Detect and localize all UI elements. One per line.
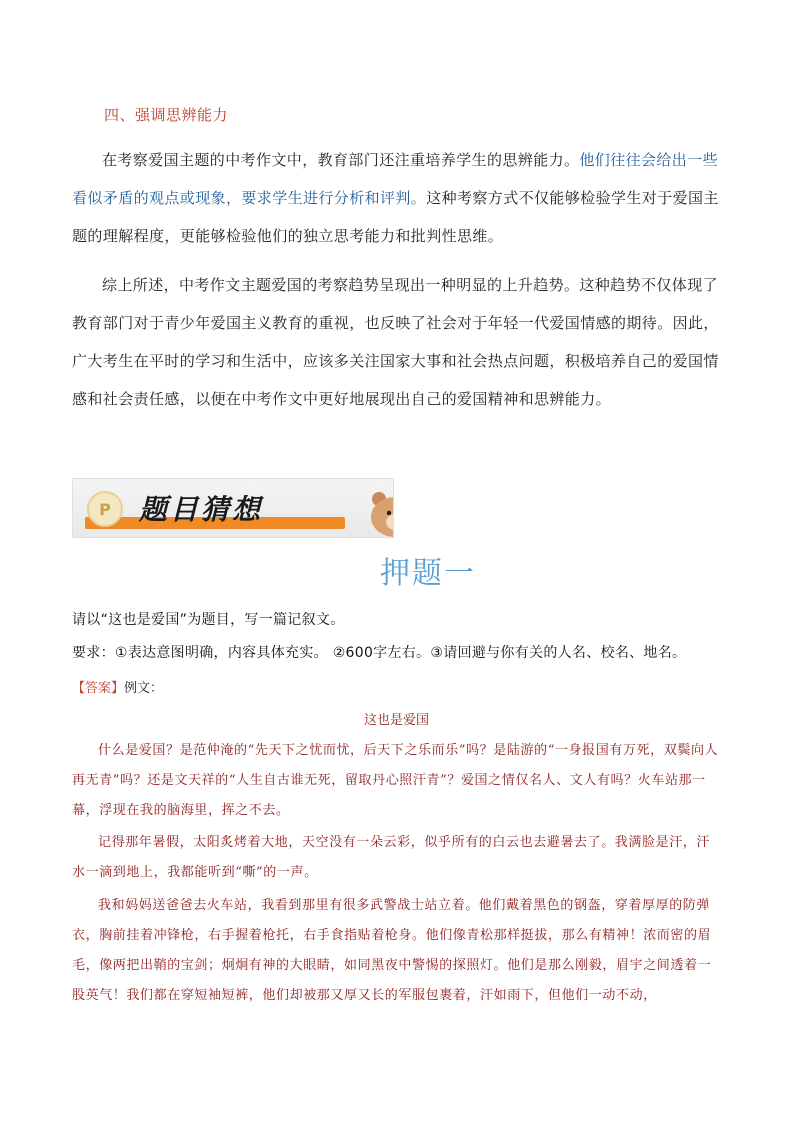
answer-tag: 【答案】 xyxy=(72,681,125,696)
highlighted-text: 他们往往会给出一些看似矛盾的观点或现象，要求学生进行分析和评判。 xyxy=(72,151,719,207)
paragraph-summary: 综上所述，中考作文主题爱国的考察趋势呈现出一种明显的上升趋势。这种趋势不仅体现了教育部门对于青少年爱国主义教育的重视，也反映了社会对于年轻一代爱国情感的期待。因此，广大考生在平时的学习和生活中，应该多关注国家大事和社会热点问题，积极培养自己的爱国情感和社会责任感，以便在中考作文中更好地展现出自己的爱国精神和思辨能力。 xyxy=(72,276,719,408)
writing-prompt: 请以“这也是爱国”为题目，写一篇记叙文。 xyxy=(72,612,345,628)
bear-mascot-icon xyxy=(369,489,394,537)
topic-prediction-banner xyxy=(72,478,394,538)
paragraph-text: 这种考察方式不仅能够检验学生对于爱国主题的理解程度，更能够检验他们的独立思考能力和批判性思维。 xyxy=(72,189,719,245)
coin-icon xyxy=(87,491,123,527)
paragraph-text: 在考察爱国主题的中考作文中，教育部门还注重培养学生的思辨能力。 xyxy=(102,151,580,169)
essay-paragraph: 什么是爱国？是范仲淹的“先天下之忧而忧，后天下之乐而乐”吗？是陆游的“一身报国有万死，双鬓向人再无青”吗？还是文天祥的“人生自古谁无死，留取丹心照汗青”？爱国之情仅名人、文人有吗？火车站那一幕，浮现在我的脑海里，挥之不去。 xyxy=(72,743,719,818)
answer-sample-label: 例文： xyxy=(124,681,164,696)
coin-letter: P xyxy=(99,499,111,519)
answer-label xyxy=(72,677,163,696)
prediction-title: 押题一 xyxy=(380,556,476,591)
essay-title: 这也是爱国 xyxy=(363,713,429,728)
essay-paragraph: 记得那年暑假，太阳炙烤着大地，天空没有一朵云彩，似乎所有的白云也去避暑去了。我满脸是汗，汗水一滴到地上，我都能听到“嘶”的一声。 xyxy=(72,835,711,880)
banner-title: 题目猜想 xyxy=(139,493,264,526)
section-heading: 四、强调思辨能力 xyxy=(104,106,229,124)
essay-paragraph: 我和妈妈送爸爸去火车站，我看到那里有很多武警战士站立着。他们戴着黑色的钢盔，穿着厚厚的防弹衣，胸前挂着冲锋枪，右手握着枪托，右手食指贴着枪身。他们像青松那样挺拔，那么有精神！浓而密的眉毛，像两把出鞘的宝剑；炯炯有神的大眼睛，如同黑夜中警惕的探照灯。他们是那么刚毅，眉宇之间透着一股英气！我们都在穿短袖短裤，他们却被那又厚又长的军服包裹着，汗如雨下，但他们一动不动， xyxy=(72,898,712,1003)
paragraph-critical-thinking xyxy=(72,141,722,255)
writing-requirements: 要求：①表达意图明确，内容具体充实。 ②600字左右。③请回避与你有关的人名、校名、地名。 xyxy=(72,645,687,661)
